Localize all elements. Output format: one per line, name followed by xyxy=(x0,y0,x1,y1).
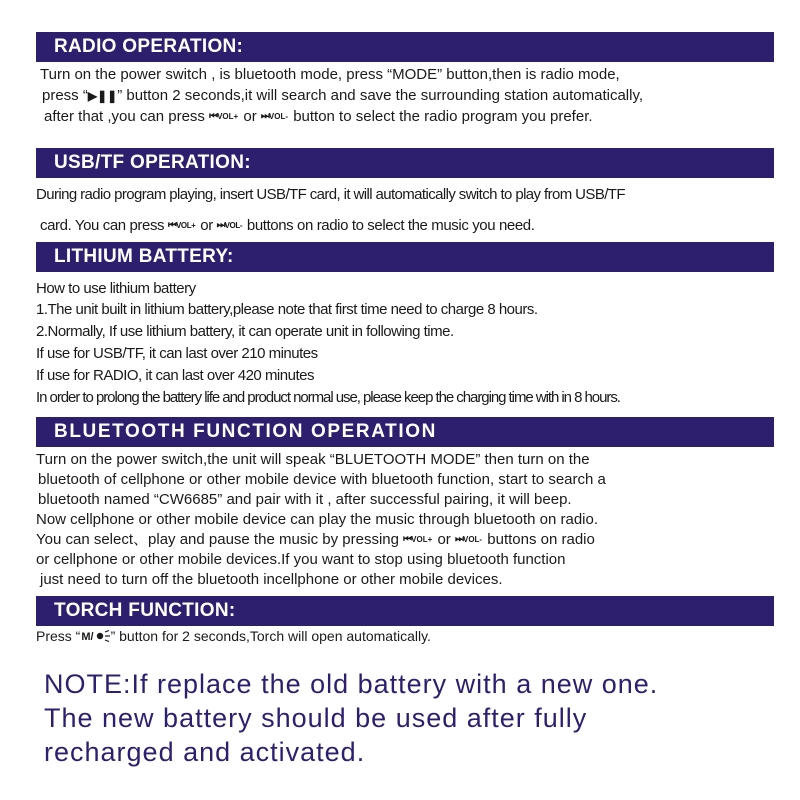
bluetooth-line-3: bluetooth named “CW6685” and pair with it , after successful pairing, it will beep. xyxy=(38,491,572,508)
note-line-2: The new battery should be used after fully xyxy=(44,703,588,733)
prev-track-icon: ⏮ xyxy=(403,534,411,546)
usb-line-1: During radio program playing, insert USB/TF card, it will automatically switch to play from USB/TF xyxy=(36,186,625,203)
note-line-1: NOTE:If replace the old battery with a new one. xyxy=(44,669,659,699)
vol-plus-key-label: VOL+ xyxy=(217,112,239,122)
vol-minus-key-label: VOL- xyxy=(224,221,243,231)
radio-line-2-start: press “ xyxy=(42,87,88,104)
bluetooth-section-header xyxy=(36,417,774,447)
usb-line-2-or: or xyxy=(200,217,213,234)
torch-line-1-end: ” button for 2 seconds,Torch will open automatically. xyxy=(110,628,431,644)
prev-track-icon: ⏮ xyxy=(167,220,175,232)
prev-track-icon: ⏮ xyxy=(209,111,217,123)
torch-section-title: TORCH FUNCTION: xyxy=(54,600,236,621)
bluetooth-line-6: or cellphone or other mobile devices.If you want to stop using bluetooth function xyxy=(36,551,566,568)
vol-minus-key-label: VOL- xyxy=(268,112,289,122)
radio-section-header xyxy=(36,32,774,62)
usb-line-2 xyxy=(40,217,535,235)
usb-line-2-start: card. You can press xyxy=(40,217,165,234)
battery-line-4: If use for USB/TF, it can last over 210 minutes xyxy=(36,345,318,362)
torch-icon xyxy=(95,628,111,646)
vol-minus-key-label: VOL- xyxy=(462,535,483,545)
radio-line-2-end: ” button 2 seconds,it will search and save the surrounding station automatically, xyxy=(117,87,644,104)
bluetooth-section-title: BLUETOOTH FUNCTION OPERATION xyxy=(54,421,437,442)
bluetooth-line-5-end: buttons on radio xyxy=(487,531,595,548)
next-track-icon: ⏭ xyxy=(260,111,268,123)
battery-section-header xyxy=(36,242,774,272)
radio-line-2 xyxy=(42,87,643,105)
bluetooth-line-5-start: You can select、play and pause the music by pressing xyxy=(36,531,399,548)
bluetooth-line-2: bluetooth of cellphone or other mobile device with bluetooth function, start to search a xyxy=(38,471,606,488)
next-track-icon: ⏭ xyxy=(216,220,224,232)
battery-line-6: In order to prolong the battery life and product normal use, please keep the charging time with in 8 hours. xyxy=(36,389,620,406)
torch-line-1-start: Press “ xyxy=(36,628,81,644)
radio-line-3-end: button to select the radio program you prefer. xyxy=(293,108,593,125)
usb-section-title: USB/TF OPERATION: xyxy=(54,152,251,173)
radio-section-title: RADIO OPERATION: xyxy=(54,36,244,57)
usb-line-2-end: buttons on radio to select the music you need. xyxy=(246,217,535,234)
battery-line-2: 1.The unit built in lithium battery,please note that first time need to charge 8 hours. xyxy=(36,301,538,318)
battery-section-title: LITHIUM BATTERY: xyxy=(54,246,234,267)
bluetooth-line-5 xyxy=(36,531,595,549)
bluetooth-line-7: just need to turn off the bluetooth incellphone or other mobile devices. xyxy=(40,571,503,588)
next-track-icon: ⏭ xyxy=(454,534,462,546)
bluetooth-line-4: Now cellphone or other mobile device can play the music through bluetooth on radio. xyxy=(36,511,599,528)
note-line-3: recharged and activated. xyxy=(44,737,366,767)
bluetooth-line-1: Turn on the power switch,the unit will speak “BLUETOOTH MODE” then turn on the xyxy=(36,451,590,468)
battery-line-3: 2.Normally, If use lithium battery, it can operate unit in following time. xyxy=(36,323,454,340)
radio-line-3 xyxy=(44,108,593,126)
battery-line-1: How to use lithium battery xyxy=(36,280,196,297)
bluetooth-line-5-or: or xyxy=(437,531,451,548)
torch-section-header xyxy=(36,596,774,626)
vol-plus-key-label: VOL+ xyxy=(411,535,433,545)
play-pause-icon: ▶❚❚ xyxy=(87,89,118,103)
torch-line-1 xyxy=(36,627,431,646)
battery-line-5: If use for RADIO, it can last over 420 minutes xyxy=(36,367,314,384)
radio-line-3-or: or xyxy=(243,108,257,125)
usb-section-header xyxy=(36,148,774,178)
radio-line-1: Turn on the power switch , is bluetooth mode, press “MODE” button,then is radio mode, xyxy=(40,66,620,83)
mode-key-label: M/ xyxy=(81,631,94,644)
radio-line-3-start: after that ,you can press xyxy=(44,108,205,125)
vol-plus-key-label: VOL+ xyxy=(175,221,196,231)
